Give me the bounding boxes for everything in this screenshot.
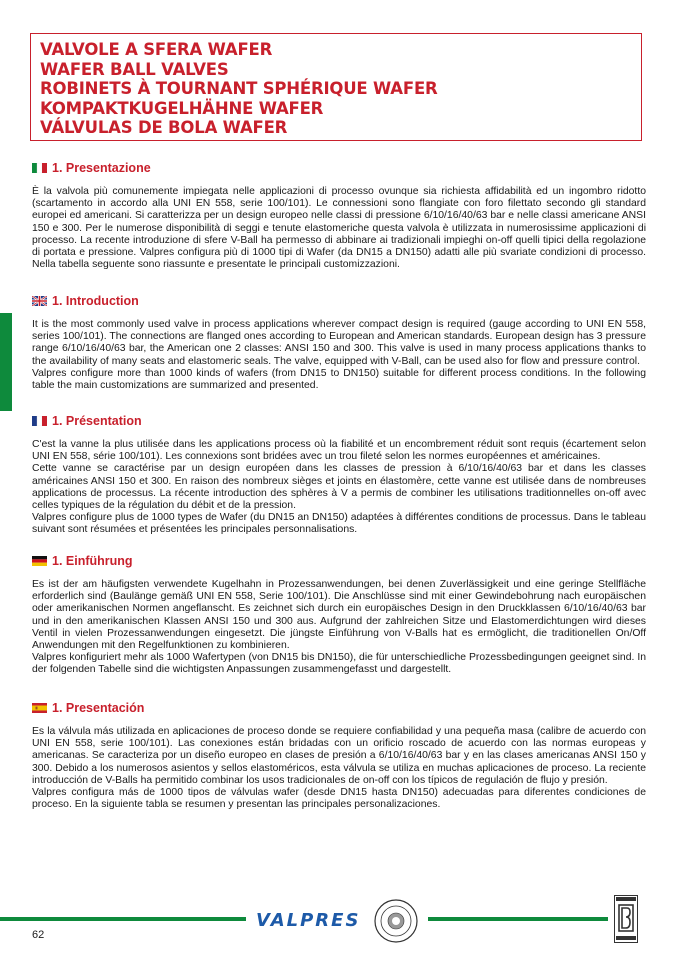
italy-flag-icon bbox=[32, 163, 47, 173]
paragraph: Es ist der am häufigsten verwendete Kugelhahn in Prozessanwendungen, bei denen Zuverlässigkeit und eine geringe Stellfläche erforderlich sind (Baulänge gemäß UNI EN 558, Serie 100/101). Die Anschlüsse sind mit einer Gewindebohrung nach europäischen oder amerikanischen Normen angeflanscht. Es zeichnet sich durch ein europäisches Design in den Druckklassen 6/10/16/40/63 bar und in den amerikanischen Klassen ANSI 150 und 300 aus. Aufgrund der zahlreichen Sitze und Elastomerdichtungen wird dieses Ventil in vielen Prozessanwendungen eingesetzt. Die jüngste Einführung von V-Balls hat es ermöglicht, die traditionellen On/Off Anwendungen mit den Regelfunktionen zu kombinieren. bbox=[32, 579, 646, 652]
heading-label: 1. Présentation bbox=[52, 414, 142, 428]
heading-label: 1. Presentazione bbox=[52, 161, 151, 175]
section-heading bbox=[32, 293, 646, 309]
title-english: WAFER BALL VALVES bbox=[40, 59, 229, 79]
heading-label: 1. Presentación bbox=[52, 701, 145, 715]
uk-flag-icon bbox=[32, 296, 47, 306]
title-german: KOMPAKTKUGELHÄHNE WAFER bbox=[40, 98, 324, 118]
paragraph: Valpres konfiguriert mehr als 1000 Wafertypen (von DN15 bis DN150), die für unterschiedliche Prozessbedingungen geeignet sind. In der folgenden Tabelle sind die wichtigsten Anpassungen zusammengefasst und dargestellt. bbox=[32, 652, 646, 676]
footer-line-left bbox=[0, 917, 246, 921]
section-french bbox=[32, 413, 646, 537]
paragraph: Valpres configure more than 1000 kinds of wafers (from DN15 to DN150) suitable for different process conditions. In the following table the main customizations are summarized and presented. bbox=[32, 367, 646, 392]
section-heading bbox=[32, 413, 646, 429]
bonomi-brand-icon bbox=[614, 895, 638, 943]
paragraph: Valpres configura más de 1000 tipos de válvulas wafer (desde DN15 hasta DN150) adecuadas para diferentes condiciones de proceso. En la siguiente tabla se resumen y presentan las principales personalizaciones. bbox=[32, 787, 646, 811]
paragraph: È la valvola più comunemente impiegata nelle applicazioni di processo ovunque sia richiesta affidabilità ed un ingombro ridotto (scartamento in accordo alla UNI EN 558, serie 100/101). Le connessioni sono flangiate con foro filettato secondo gli standard europei ed americani. Si caratterizza per un design europeo nelle classi di pressione 6/10/16/40/63 bar e nelle classi americane ANSI 150 e 300. Per le numerose disponibilità di seggi e tenute elastomeriche questa valvola è utilizzata in numerosissime applicazioni di processo. La recente introduzione di sfere V-Ball ha permesso di abbinare ai tradizionali impieghi on-off quelli tipici della regolazione di portata e pressione. Valpres configura più di 1000 tipi di Wafer (da DN15 a DN150) adatti alle più svariate condizioni di processo. Nella tabella seguente sono riassunte e presentate le principali customizzazioni. bbox=[32, 186, 646, 271]
certification-seal-icon bbox=[373, 898, 419, 944]
germany-flag-icon bbox=[32, 556, 47, 566]
side-tab-marker bbox=[0, 313, 12, 411]
section-spanish bbox=[32, 700, 646, 811]
paragraph: Cette vanne se caractérise par un design européen dans les classes de pression à 6/10/16/40/63 bar et dans les classes américaines ANSI 150 et 300. En raison des nombreux sièges et joints en élastomère, cette vanne est utilisée dans de nombreuses applications de processus. La récente introduction des sphères à V a permis de combiner les utilisations traditionnelles on-off avec celles typiques de la régulation du débit et de la pression. bbox=[32, 463, 646, 512]
footer-line-right bbox=[428, 917, 608, 921]
title-french: ROBINETS À TOURNANT SPHÉRIQUE WAFER bbox=[40, 79, 438, 99]
heading-label: 1. Einführung bbox=[52, 554, 133, 568]
page-number: 62 bbox=[32, 929, 45, 941]
section-heading bbox=[32, 160, 646, 176]
france-flag-icon bbox=[32, 416, 47, 426]
title-spanish: VÁLVULAS DE BOLA WAFER bbox=[40, 118, 288, 138]
valpres-logo: VALPRES bbox=[256, 910, 361, 931]
paragraph: Es la válvula más utilizada en aplicaciones de proceso donde se requiere confiabilidad y una pequeña masa (calibre de acuerdo con UNI EN 558, serie 100/101). Las conexiones están bridadas con un orificio roscado de acuerdo con las normas europeas y americanas. Se caracteriza por un diseño europeo en clases de presión a 6/10/16/40/63 bar y en las clases americanas ANSI 150 y 300. Debido a los numerosos asientos y sellos elastoméricos, esta válvula se utiliza en muchas aplicaciones de proceso. La reciente introducción de V-Balls ha permitido combinar los usos tradicionales de on-off con los típicos de regulación de flujo y presión. bbox=[32, 726, 646, 786]
paragraph: Valpres configure plus de 1000 types de Wafer (du DN15 an DN150) adaptées à différentes conditions de processus. Dans le tableau suivant sont résumées et présentées les principales personnalisations. bbox=[32, 512, 646, 536]
title-italian: VALVOLE A SFERA WAFER bbox=[40, 40, 273, 59]
section-italian bbox=[32, 160, 646, 271]
title-box bbox=[30, 33, 642, 141]
heading-label: 1. Introduction bbox=[52, 294, 139, 308]
section-heading bbox=[32, 700, 646, 716]
section-german bbox=[32, 553, 646, 677]
section-english bbox=[32, 293, 646, 392]
section-heading bbox=[32, 553, 646, 569]
paragraph: It is the most commonly used valve in process applications wherever compact design is required (gauge according to UNI EN 558, series 100/101). The connections are flanged ones according to European and American standards. European design has 3 pressure range 6/10/16/40/63 bar, the American one 2 classes: ANSI 150 and 300. This valve is used in many process applications thanks to the availability of many seats and elastomeric seals. The valve, equipped with V-Ball, can be used also for flow and pressure control. bbox=[32, 319, 646, 367]
paragraph: C'est la vanne la plus utilisée dans les applications process où la fiabilité et un encombrement réduit sont requis (écartement selon UNI EN 558, série 100/101). Les connexions sont bridées avec un trou fileté selon les normes européennes et américaines. bbox=[32, 439, 646, 463]
spain-flag-icon bbox=[32, 703, 47, 713]
